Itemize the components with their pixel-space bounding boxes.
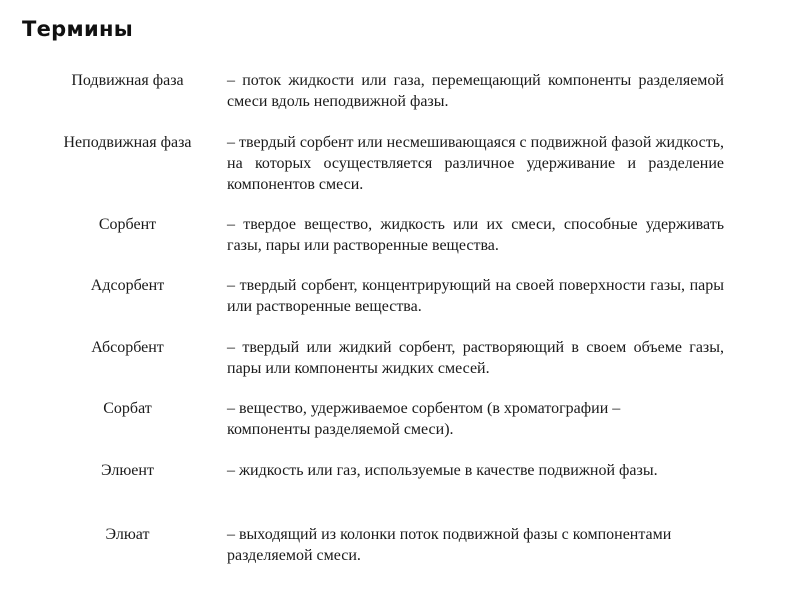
term-label: Адсорбент [90, 277, 165, 294]
term-definition: – твердый сорбент, концентрирующий на своей поверхности газы, пары или растворенные вещества. [227, 277, 724, 315]
term-definition: – жидкость или газ, используемые в качестве подвижной фазы. [227, 462, 658, 479]
term-label: Сорбент [98, 216, 157, 233]
term-definition: – твердый или жидкий сорбент, растворяющий в своем объеме газы, пары или компоненты жидких смесей. [227, 339, 724, 377]
term-definition: – твердый сорбент или несмешивающаяся с подвижной фазой жидкость, на которых осуществляется различное удерживание и разделение компонентов смеси. [227, 134, 724, 193]
slide-title: Термины [22, 17, 134, 41]
term-label: Неподвижная фаза [63, 134, 192, 151]
term-label: Элюат [105, 526, 150, 543]
term-label: Элюент [101, 462, 154, 479]
term-label: Сорбат [103, 400, 152, 417]
term-definition: – поток жидкости или газа, перемещающий компоненты разделяемой смеси вдоль неподвижной фазы. [227, 72, 724, 110]
term-definition: – вещество, удерживаемое сорбентом (в хроматографии – компоненты разделяемой смеси). [227, 400, 621, 438]
term-label: Подвижная фаза [71, 72, 184, 89]
term-label: Абсорбент [91, 339, 164, 356]
term-definition: – твердое вещество, жидкость или их смеси, способные удерживать газы, пары или растворенные вещества. [227, 216, 724, 254]
term-definition: – выходящий из колонки поток подвижной фазы с компонентами разделяемой смеси. [227, 526, 672, 564]
